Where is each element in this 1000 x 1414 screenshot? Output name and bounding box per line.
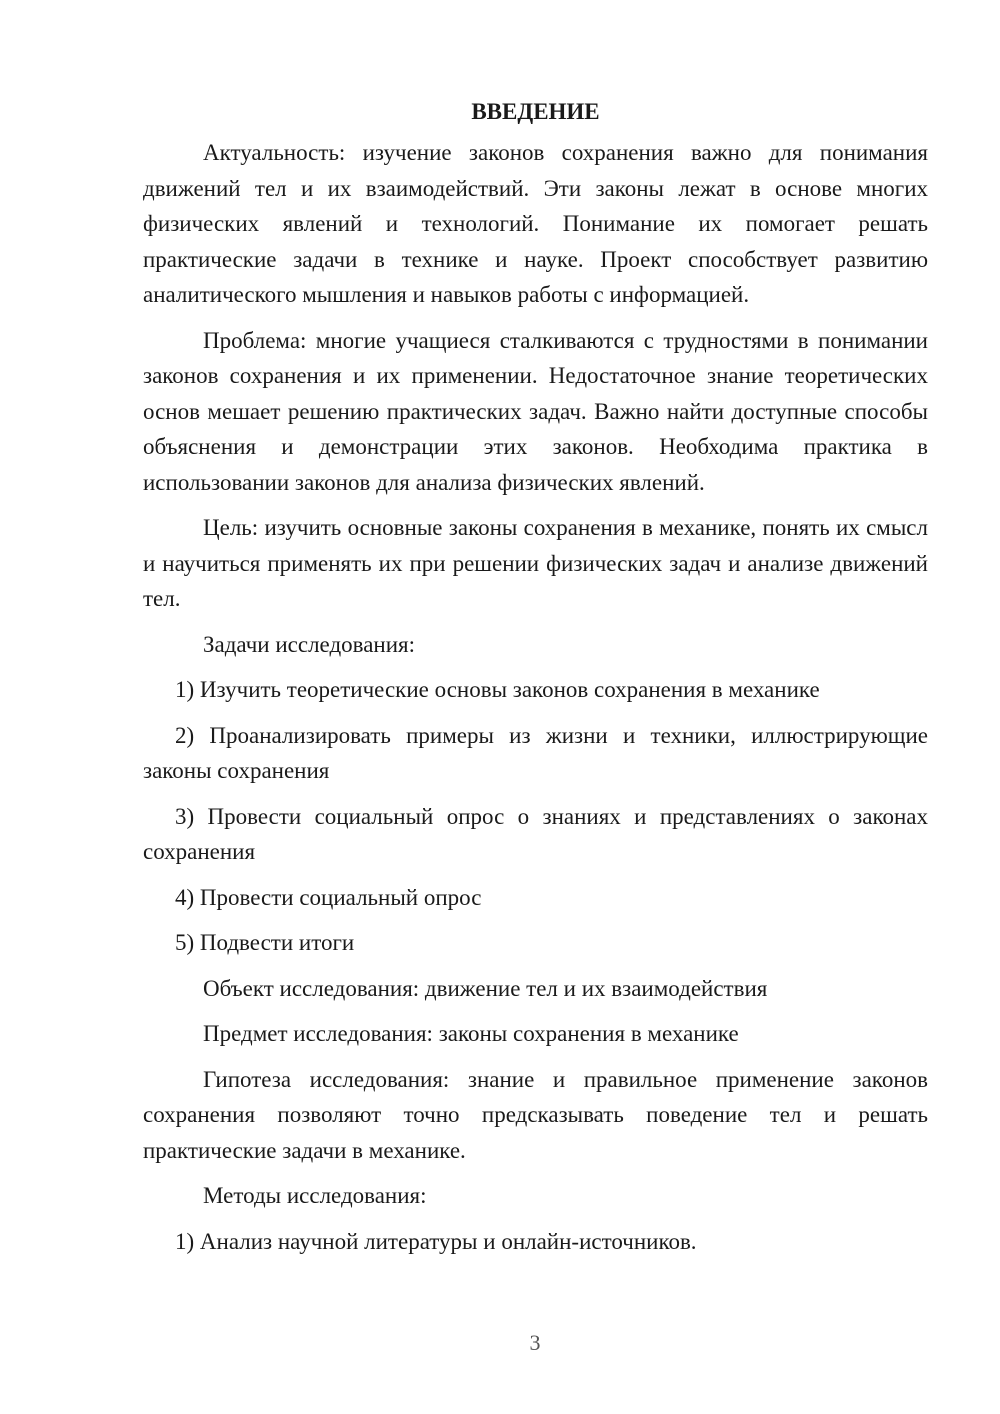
- hypothesis-paragraph: Гипотеза исследования: знание и правильное применение законов сохранения позволяют точно предсказывать поведение тел и решать практические задачи в механике.: [143, 1066, 928, 1163]
- goal-paragraph: Цель: изучить основные законы сохранения в механике, понять их смысл и научиться применять их при решении физических задач и анализе движений тел.: [143, 515, 928, 611]
- task-item: 4) Провести социальный опрос: [175, 884, 482, 910]
- task-item: 3) Провести социальный опрос о знаниях и представлениях о законах сохранения: [143, 803, 928, 864]
- tasks-heading: Задачи исследования:: [203, 631, 416, 657]
- task-item: 2) Проанализировать примеры из жизни и техники, иллюстрирующие законы сохранения: [143, 722, 928, 783]
- methods-heading: Методы исследования:: [203, 1183, 427, 1208]
- task-item: 1) Изучить теоретические основы законов сохранения в механике: [175, 677, 820, 702]
- task-item: 5) Подвести итоги: [175, 930, 355, 955]
- relevance-paragraph: Актуальность: изучение законов сохранения важно для понимания движений тел и их взаимодействий. Эти законы лежат в основе многих физических явлений и технологий. Понимание их помогает решать практические задачи в технике и науке. Проект способствует развитию аналитического мышления и навыков работы с информацией.: [143, 140, 928, 307]
- object-line: Объект исследования: движение тел и их взаимодействия: [203, 975, 768, 1001]
- method-item: 1) Анализ научной литературы и онлайн-источников.: [175, 1228, 697, 1254]
- page-number: 3: [529, 1330, 541, 1355]
- subject-line: Предмет исследования: законы сохранения в механике: [203, 1021, 739, 1046]
- page-title: ВВЕДЕНИЕ: [471, 99, 600, 124]
- problem-paragraph: Проблема: многие учащиеся сталкиваются с трудностями в понимании законов сохранения и их применении. Недостаточное знание теоретических основ мешает решению практических задач. Важно найти доступные способы объяснения и демонстрации этих законов. Необходима практика в использовании законов для анализа физических явлений.: [143, 327, 928, 495]
- page-content: [143, 95, 928, 1269]
